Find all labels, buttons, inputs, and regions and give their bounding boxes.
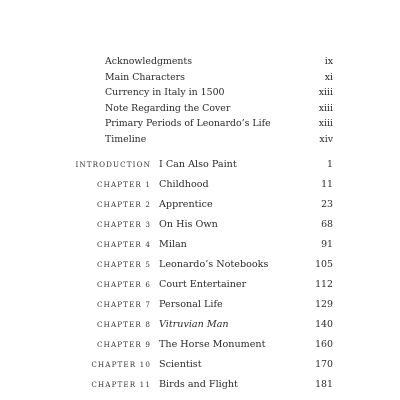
chapter-title: Scientist — [159, 359, 202, 370]
entry-title: Primary Periods of Leonardo’s Life — [105, 118, 271, 130]
entry-title: Acknowledgments — [105, 56, 193, 67]
chapter-title: Personal Life — [159, 299, 223, 310]
toc-entry-chapter-6[interactable] — [60, 275, 333, 295]
chapter-page: 129 — [315, 299, 333, 310]
chapter-title: On His Own — [159, 219, 218, 230]
chapter-label: CHAPTER 3 — [96, 220, 151, 229]
chapter-page: 181 — [315, 379, 333, 390]
chapter-title: Apprentice — [159, 199, 213, 210]
chapter-label: CHAPTER 5 — [96, 260, 151, 269]
chapter-page: 112 — [315, 279, 333, 290]
entry-title: Timeline — [105, 133, 147, 145]
toc-entry-chapter-5[interactable] — [60, 255, 333, 275]
chapter-title: Leonardo’s Notebooks — [159, 259, 269, 270]
chapter-page: 68 — [321, 219, 333, 230]
chapter-label: CHAPTER 6 — [96, 280, 151, 289]
chapter-page: 160 — [315, 339, 333, 350]
toc-entry-chapter-10[interactable] — [60, 355, 333, 375]
chapter-label: CHAPTER 10 — [91, 360, 151, 369]
toc-entry-chapter-8[interactable] — [60, 315, 333, 335]
chapter-title: Childhood — [159, 179, 209, 190]
toc-entry-primary-periods[interactable] — [105, 116, 333, 132]
chapter-page: 11 — [321, 179, 333, 190]
chapter-label: CHAPTER 2 — [96, 200, 151, 209]
chapter-label: CHAPTER 7 — [96, 300, 151, 309]
entry-page: xiii — [318, 87, 333, 99]
chapter-title: Court Entertainer — [159, 279, 247, 290]
toc-entry-chapter-1[interactable] — [60, 175, 333, 195]
chapter-label: CHAPTER 1 — [96, 180, 151, 189]
chapter-page: 23 — [321, 199, 333, 210]
entry-title: Currency in Italy in 1500 — [105, 87, 225, 99]
chapter-title: Milan — [159, 239, 187, 250]
chapter-label: CHAPTER 8 — [96, 320, 151, 329]
chapter-label: CHAPTER 11 — [91, 380, 151, 389]
chapter-label: CHAPTER 4 — [96, 240, 151, 249]
chapter-page: 140 — [315, 319, 333, 330]
toc-entry-chapter-7[interactable] — [60, 295, 333, 315]
entry-title: Main Characters — [105, 71, 185, 83]
chapter-label: INTRODUCTION — [75, 160, 151, 169]
toc-entry-chapter-3[interactable] — [60, 215, 333, 235]
chapter-title: The Horse Monument — [159, 339, 266, 350]
toc-entry-introduction[interactable] — [60, 155, 333, 175]
entry-page: ix — [324, 56, 333, 67]
chapter-page: 1 — [327, 159, 333, 170]
toc-entry-chapter-11[interactable] — [60, 375, 333, 395]
toc-entry-acknowledgments[interactable] — [105, 54, 333, 70]
toc-entry-currency[interactable] — [105, 85, 333, 101]
toc-entry-note-cover[interactable] — [105, 101, 333, 117]
chapter-label: CHAPTER 9 — [96, 340, 151, 349]
chapter-list — [60, 155, 333, 395]
chapter-title: I Can Also Paint — [159, 159, 237, 170]
chapter-title: Birds and Flight — [159, 379, 238, 390]
toc-entry-timeline[interactable] — [105, 132, 333, 148]
chapter-title: Vitruvian Man — [159, 319, 229, 330]
entry-page: xi — [324, 71, 333, 83]
chapter-page: 170 — [315, 359, 333, 370]
toc-entry-chapter-2[interactable] — [60, 195, 333, 215]
chapter-page: 105 — [315, 259, 333, 270]
chapter-page: 91 — [321, 239, 333, 250]
entry-title: Note Regarding the Cover — [105, 102, 231, 114]
entry-page: xiii — [318, 118, 333, 130]
entry-page: xiii — [318, 102, 333, 114]
entry-page: xiv — [319, 133, 333, 145]
front-matter-list — [105, 54, 333, 148]
toc-entry-chapter-9[interactable] — [60, 335, 333, 355]
toc-entry-chapter-4[interactable] — [60, 235, 333, 255]
toc-entry-main-characters[interactable] — [105, 70, 333, 86]
